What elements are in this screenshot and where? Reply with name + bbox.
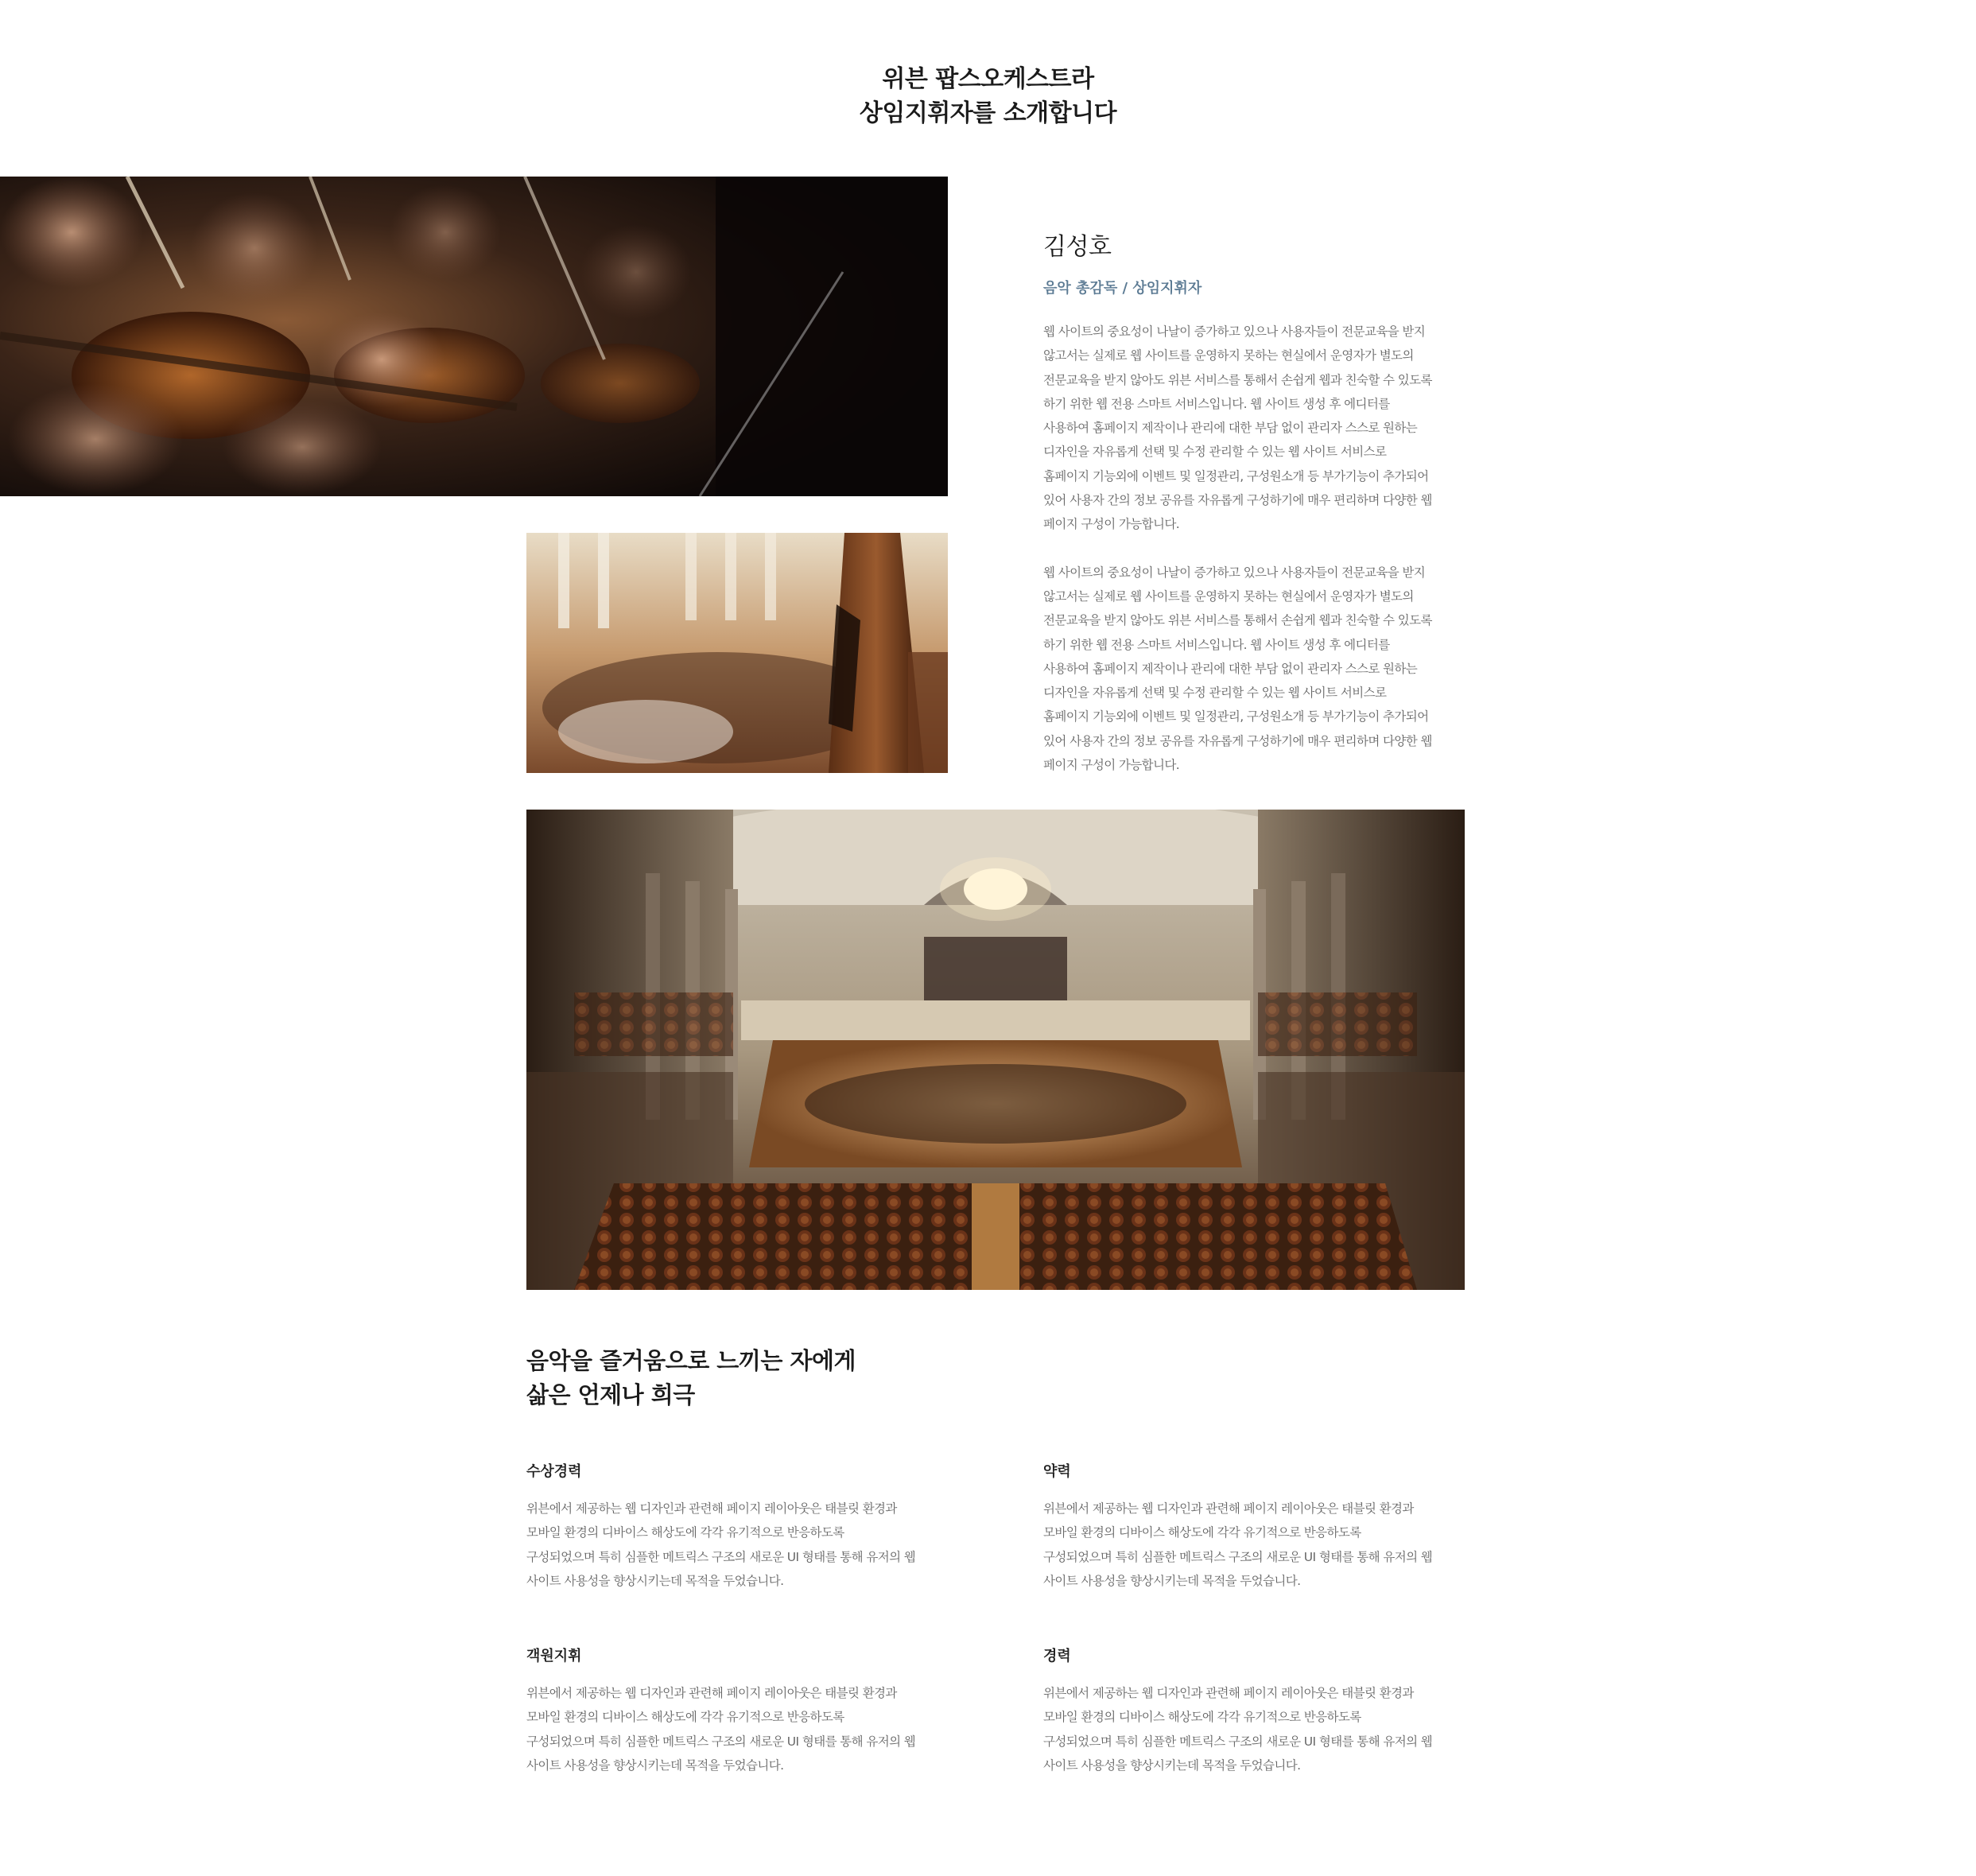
info-block-line: 사이트 사용성을 향상시키는데 목적을 두었습니다.: [1043, 1758, 1301, 1773]
profile-paragraph-2-line: 있어 사용자 간의 정보 공유를 자유롭게 구성하기에 매우 편리하며 다양한 웹: [1043, 733, 1432, 748]
info-block-line: 사이트 사용성을 향상시키는데 목적을 두었습니다.: [526, 1758, 784, 1773]
profile-paragraph-1-line: 디자인을 자유롭게 선택 및 수정 관리할 수 있는 웹 사이트 서비스로: [1043, 445, 1387, 460]
info-block-line: 모바일 환경의 디바이스 해상도에 각각 유기적으로 반응하도록: [1043, 1525, 1361, 1540]
profile-paragraph-1-line: 하기 위한 웹 전용 스마트 서비스입니다. 웹 사이트 생성 후 에디터를: [1043, 396, 1390, 411]
info-block-line: 사이트 사용성을 향상시키는데 목적을 두었습니다.: [526, 1573, 784, 1588]
profile-paragraph-2-line: 디자인을 자유롭게 선택 및 수정 관리할 수 있는 웹 사이트 서비스로: [1043, 686, 1387, 701]
info-block-line: 위븐에서 제공하는 웹 디자인과 관련해 페이지 레이아웃은 태블릿 환경과: [1043, 1501, 1414, 1516]
info-block-career: [1043, 1646, 1473, 1777]
concert-hall-detail-photo: [526, 533, 948, 773]
info-block-title: 수상경력: [526, 1463, 582, 1480]
profile-paragraph-2-line: 사용하여 홈페이지 제작이나 관리에 대한 부담 없이 관리자 스스로 원하는: [1043, 661, 1418, 676]
info-block-guest-conducting: [526, 1646, 956, 1777]
info-block-line: 구성되었으며 특히 심플한 메트릭스 구조의 새로운 UI 형태를 통해 유저의 웹: [1043, 1549, 1433, 1564]
conductor-role: 음악 총감독 / 상임지휘자: [1043, 280, 1202, 297]
profile-paragraph-1: [1043, 320, 1468, 537]
section-heading-line-1: 음악을 즐거움으로 느끼는 자에게: [526, 1347, 856, 1374]
info-block-text: [526, 1497, 956, 1593]
section-heading: [526, 1344, 856, 1412]
info-block-title: 경력: [1043, 1648, 1071, 1664]
page-title-line-2: 상임지휘자를 소개합니다: [859, 99, 1117, 127]
profile-paragraph-2-line: 웹 사이트의 중요성이 나날이 증가하고 있으나 사용자들이 전문교육을 받지: [1043, 565, 1426, 580]
info-block-line: 모바일 환경의 디바이스 해상도에 각각 유기적으로 반응하도록: [1043, 1710, 1361, 1725]
profile-paragraph-1-line: 웹 사이트의 중요성이 나날이 증가하고 있으나 사용자들이 전문교육을 받지: [1043, 324, 1426, 339]
info-block-line: 사이트 사용성을 향상시키는데 목적을 두었습니다.: [1043, 1573, 1301, 1588]
info-block-text: [1043, 1681, 1473, 1777]
conductor-profile: [1043, 229, 1468, 777]
info-block-title: 약력: [1043, 1463, 1071, 1480]
profile-paragraph-2-line: 홈페이지 기능외에 이벤트 및 일정관리, 구성원소개 등 부가기능이 추가되어: [1043, 709, 1429, 724]
info-block-line: 구성되었으며 특히 심플한 메트릭스 구조의 새로운 UI 형태를 통해 유저의 웹: [526, 1734, 916, 1749]
profile-paragraph-2-line: 전문교육을 받지 않아도 위븐 서비스를 통해서 손쉽게 웹과 친숙할 수 있도록: [1043, 613, 1432, 628]
info-block-awards: [526, 1462, 956, 1593]
profile-paragraph-1-line: 페이지 구성이 가능합니다.: [1043, 517, 1180, 532]
info-block-line: 모바일 환경의 디바이스 해상도에 각각 유기적으로 반응하도록: [526, 1710, 844, 1725]
profile-paragraph-1-line: 홈페이지 기능외에 이벤트 및 일정관리, 구성원소개 등 부가기능이 추가되어: [1043, 468, 1429, 484]
page-title: [0, 62, 1976, 130]
profile-paragraph-1-line: 사용하여 홈페이지 제작이나 관리에 대한 부담 없이 관리자 스스로 원하는: [1043, 421, 1418, 436]
info-block-line: 위븐에서 제공하는 웹 디자인과 관련해 페이지 레이아웃은 태블릿 환경과: [526, 1686, 897, 1700]
info-block-text: [1043, 1497, 1473, 1593]
profile-paragraph-2: [1043, 561, 1468, 778]
info-block-line: 구성되었으며 특히 심플한 메트릭스 구조의 새로운 UI 형태를 통해 유저의 웹: [526, 1549, 916, 1564]
conductor-name: 김성호: [1043, 233, 1112, 261]
page-title-line-1: 위븐 팝스오케스트라: [882, 65, 1094, 93]
section-heading-line-2: 삶은 언제나 희극: [526, 1381, 695, 1408]
concert-hall-photo: [526, 810, 1465, 1290]
info-block-title: 객원지휘: [526, 1648, 582, 1664]
info-block-line: 위븐에서 제공하는 웹 디자인과 관련해 페이지 레이아웃은 태블릿 환경과: [1043, 1686, 1414, 1700]
info-block-line: 구성되었으며 특히 심플한 메트릭스 구조의 새로운 UI 형태를 통해 유저의 웹: [1043, 1734, 1433, 1749]
profile-paragraph-1-line: 전문교육을 받지 않아도 위븐 서비스를 통해서 손쉽게 웹과 친숙할 수 있도록: [1043, 372, 1432, 387]
violinists-photo: [0, 177, 948, 496]
profile-paragraph-2-line: 페이지 구성이 가능합니다.: [1043, 758, 1180, 773]
profile-paragraph-2-line: 않고서는 실제로 웹 사이트를 운영하지 못하는 현실에서 운영자가 별도의: [1043, 588, 1414, 604]
info-block-line: 모바일 환경의 디바이스 해상도에 각각 유기적으로 반응하도록: [526, 1525, 844, 1540]
info-block-biography: [1043, 1462, 1473, 1593]
profile-paragraph-1-line: 않고서는 실제로 웹 사이트를 운영하지 못하는 현실에서 운영자가 별도의: [1043, 348, 1414, 363]
profile-paragraph-2-line: 하기 위한 웹 전용 스마트 서비스입니다. 웹 사이트 생성 후 에디터를: [1043, 637, 1390, 652]
info-block-text: [526, 1681, 956, 1777]
profile-paragraph-1-line: 있어 사용자 간의 정보 공유를 자유롭게 구성하기에 매우 편리하며 다양한 웹: [1043, 493, 1432, 508]
info-block-line: 위븐에서 제공하는 웹 디자인과 관련해 페이지 레이아웃은 태블릿 환경과: [526, 1501, 897, 1516]
